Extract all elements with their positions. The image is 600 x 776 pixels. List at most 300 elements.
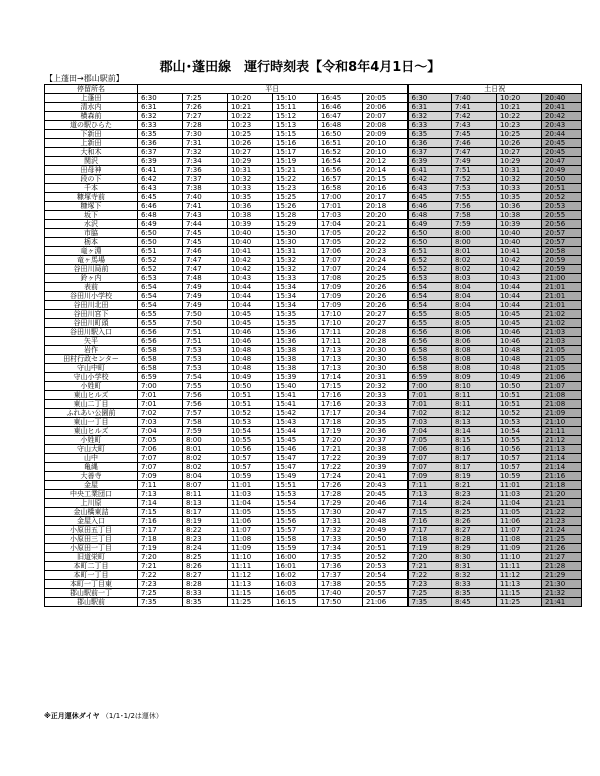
holiday-time: 21:01 (542, 292, 582, 301)
weekday-time: 8:17 (183, 508, 228, 517)
stop-name: 谷田川北田 (45, 301, 138, 310)
holiday-time: 6:36 (408, 139, 452, 148)
holiday-time: 20:53 (542, 202, 582, 211)
weekday-time: 10:36 (228, 202, 273, 211)
holiday-time: 8:33 (452, 580, 497, 589)
holiday-time: 8:13 (452, 418, 497, 427)
weekday-time: 7:54 (183, 373, 228, 382)
holiday-time: 10:23 (497, 121, 542, 130)
weekday-time: 7:46 (183, 247, 228, 256)
holiday-time: 7:46 (452, 139, 497, 148)
weekday-time: 10:35 (228, 193, 273, 202)
holiday-time: 10:54 (497, 427, 542, 436)
holiday-time: 10:45 (497, 310, 542, 319)
holiday-time: 8:11 (452, 400, 497, 409)
holiday-time: 10:44 (497, 301, 542, 310)
weekday-time: 8:01 (183, 445, 228, 454)
holiday-time: 6:31 (408, 103, 452, 112)
holiday-time: 6:53 (408, 274, 452, 283)
stop-name: 小原田一丁目 (45, 544, 138, 553)
table-row (45, 292, 582, 301)
holiday-time: 7:52 (452, 175, 497, 184)
holiday-time: 6:49 (408, 220, 452, 229)
weekday-time: 7:58 (183, 418, 228, 427)
holiday-time: 10:51 (497, 391, 542, 400)
weekday-time: 6:32 (138, 112, 183, 121)
weekday-time: 20:49 (363, 526, 408, 535)
weekday-time: 7:59 (183, 427, 228, 436)
holiday-time: 8:15 (452, 436, 497, 445)
weekday-time: 8:23 (183, 535, 228, 544)
weekday-time: 15:19 (273, 157, 318, 166)
holiday-time: 20:44 (542, 130, 582, 139)
holiday-time: 10:41 (497, 247, 542, 256)
weekday-time: 20:14 (363, 166, 408, 175)
holiday-time: 7:02 (408, 409, 452, 418)
weekday-time: 17:09 (318, 283, 363, 292)
weekday-time: 6:50 (138, 229, 183, 238)
weekday-time: 6:41 (138, 166, 183, 175)
holiday-time: 11:06 (497, 517, 542, 526)
weekday-time: 11:12 (228, 571, 273, 580)
weekday-time: 16:47 (318, 112, 363, 121)
holiday-time: 8:17 (452, 454, 497, 463)
weekday-time: 20:06 (363, 103, 408, 112)
stop-name: 糠塚下 (45, 202, 138, 211)
weekday-time: 16:00 (273, 553, 318, 562)
weekday-time: 17:10 (318, 310, 363, 319)
holiday-time: 20:50 (542, 175, 582, 184)
weekday-time: 15:44 (273, 427, 318, 436)
weekday-time: 7:04 (138, 427, 183, 436)
weekday-time: 6:36 (138, 139, 183, 148)
weekday-time: 6:52 (138, 256, 183, 265)
weekday-time: 10:51 (228, 391, 273, 400)
weekday-time: 15:41 (273, 400, 318, 409)
holiday-time: 7:00 (408, 382, 452, 391)
holiday-time: 11:10 (497, 553, 542, 562)
table-row (45, 463, 582, 472)
weekday-time: 17:13 (318, 364, 363, 373)
holiday-time: 7:21 (408, 562, 452, 571)
weekday-time: 11:09 (228, 544, 273, 553)
holiday-time: 8:19 (452, 472, 497, 481)
holiday-time: 7:40 (452, 94, 497, 103)
holiday-time: 20:52 (542, 193, 582, 202)
weekday-time: 7:27 (183, 112, 228, 121)
weekday-time: 20:33 (363, 400, 408, 409)
weekday-time: 10:43 (228, 274, 273, 283)
holiday-time: 8:29 (452, 544, 497, 553)
stop-name: 上蓬田 (45, 94, 138, 103)
stop-name: 山中 (45, 454, 138, 463)
weekday-time: 15:45 (273, 436, 318, 445)
weekday-time: 15:32 (273, 256, 318, 265)
weekday-time: 7:19 (138, 544, 183, 553)
weekday-time: 6:54 (138, 292, 183, 301)
weekday-time: 20:20 (363, 211, 408, 220)
weekday-time: 16:54 (318, 157, 363, 166)
weekday-time: 7:47 (183, 256, 228, 265)
stop-name: 上新田 (45, 139, 138, 148)
weekday-time: 7:25 (183, 94, 228, 103)
holiday-time: 7:59 (452, 220, 497, 229)
table-row (45, 166, 582, 175)
weekday-time: 17:07 (318, 256, 363, 265)
weekday-time: 8:27 (183, 571, 228, 580)
holiday-time: 7:47 (452, 148, 497, 157)
weekday-time: 11:03 (228, 490, 273, 499)
weekday-time: 6:56 (138, 328, 183, 337)
holiday-time: 7:13 (408, 490, 452, 499)
weekday-time: 10:26 (228, 139, 273, 148)
weekday-time: 20:38 (363, 445, 408, 454)
weekday-time: 6:31 (138, 103, 183, 112)
weekday-time: 20:35 (363, 418, 408, 427)
holiday-time: 10:44 (497, 292, 542, 301)
weekday-time: 7:36 (183, 166, 228, 175)
table-row (45, 202, 582, 211)
weekday-time: 17:33 (318, 535, 363, 544)
weekday-time: 20:54 (363, 571, 408, 580)
stop-name: 守山中町 (45, 364, 138, 373)
weekday-time: 20:15 (363, 175, 408, 184)
weekday-time: 7:37 (183, 175, 228, 184)
table-row (45, 526, 582, 535)
weekday-time: 6:30 (138, 94, 183, 103)
holiday-time: 20:45 (542, 139, 582, 148)
holiday-time: 7:06 (408, 445, 452, 454)
holiday-time: 21:13 (542, 445, 582, 454)
weekday-time: 11:25 (228, 598, 273, 607)
footnote-label: ※正月運休ダイヤ (44, 712, 100, 720)
table-row (45, 436, 582, 445)
holiday-time: 10:38 (497, 211, 542, 220)
weekday-time: 7:38 (183, 184, 228, 193)
weekday-time: 6:53 (138, 274, 183, 283)
table-row (45, 175, 582, 184)
weekday-time: 10:40 (228, 238, 273, 247)
weekday-time: 10:22 (228, 112, 273, 121)
holiday-time: 10:55 (497, 436, 542, 445)
weekday-time: 6:54 (138, 283, 183, 292)
weekday-time: 6:42 (138, 175, 183, 184)
weekday-time: 20:21 (363, 220, 408, 229)
holiday-time: 10:20 (497, 94, 542, 103)
table-row (45, 238, 582, 247)
holiday-time: 6:46 (408, 202, 452, 211)
stop-name: 本町一丁目東 (45, 580, 138, 589)
table-row (45, 184, 582, 193)
holiday-time: 20:55 (542, 211, 582, 220)
holiday-time: 21:25 (542, 535, 582, 544)
holiday-time: 21:06 (542, 373, 582, 382)
holiday-time: 10:40 (497, 229, 542, 238)
table-row (45, 508, 582, 517)
stop-column-header: 停留所名 (45, 85, 138, 94)
holiday-time: 6:52 (408, 265, 452, 274)
holiday-time: 8:14 (452, 427, 497, 436)
holiday-time: 10:35 (497, 193, 542, 202)
table-row (45, 427, 582, 436)
weekday-time: 11:08 (228, 535, 273, 544)
holiday-time: 10:21 (497, 103, 542, 112)
weekday-time: 6:58 (138, 346, 183, 355)
table-row (45, 112, 582, 121)
weekday-time: 8:28 (183, 580, 228, 589)
holiday-time: 8:06 (452, 328, 497, 337)
holiday-time: 6:54 (408, 301, 452, 310)
weekday-time: 20:33 (363, 391, 408, 400)
weekday-time: 20:26 (363, 301, 408, 310)
holiday-time: 8:30 (452, 553, 497, 562)
weekday-time: 20:09 (363, 130, 408, 139)
weekday-time: 8:33 (183, 589, 228, 598)
weekday-time: 16:46 (318, 103, 363, 112)
weekday-time: 15:55 (273, 508, 318, 517)
weekday-time: 6:56 (138, 337, 183, 346)
holiday-time: 20:57 (542, 238, 582, 247)
holiday-time: 8:24 (452, 499, 497, 508)
holiday-time: 21:05 (542, 364, 582, 373)
holiday-time: 10:46 (497, 328, 542, 337)
stop-name: 清水内 (45, 103, 138, 112)
weekday-time: 6:37 (138, 148, 183, 157)
holiday-time: 8:32 (452, 571, 497, 580)
weekday-time: 17:32 (318, 526, 363, 535)
weekday-time: 15:33 (273, 274, 318, 283)
holiday-time: 6:54 (408, 283, 452, 292)
weekday-time: 20:05 (363, 94, 408, 103)
weekday-time: 17:34 (318, 544, 363, 553)
weekday-time: 15:26 (273, 202, 318, 211)
holiday-time: 6:55 (408, 310, 452, 319)
weekday-time: 10:50 (228, 382, 273, 391)
holiday-time: 7:49 (452, 157, 497, 166)
holiday-time: 10:57 (497, 463, 542, 472)
holiday-time: 6:52 (408, 256, 452, 265)
table-row (45, 409, 582, 418)
table-row (45, 103, 582, 112)
holiday-time: 20:57 (542, 229, 582, 238)
holiday-time: 21:32 (542, 589, 582, 598)
weekday-time: 17:15 (318, 382, 363, 391)
weekday-time: 15:21 (273, 166, 318, 175)
holiday-time: 7:11 (408, 481, 452, 490)
holiday-time: 7:55 (452, 193, 497, 202)
holiday-time: 11:12 (497, 571, 542, 580)
table-row (45, 139, 582, 148)
weekday-time: 20:30 (363, 346, 408, 355)
holiday-time: 8:01 (452, 247, 497, 256)
weekday-time: 6:58 (138, 355, 183, 364)
holiday-time: 7:09 (408, 472, 452, 481)
holiday-time: 6:37 (408, 148, 452, 157)
weekday-time: 15:35 (273, 310, 318, 319)
weekday-time: 15:43 (273, 418, 318, 427)
holiday-time: 21:05 (542, 355, 582, 364)
footnote (44, 711, 163, 721)
weekday-time: 11:04 (228, 499, 273, 508)
stop-name: 谷田川駅入口 (45, 328, 138, 337)
weekday-time: 15:34 (273, 283, 318, 292)
stop-name: 金山橋東詰 (45, 508, 138, 517)
weekday-time: 10:31 (228, 166, 273, 175)
holiday-time: 11:05 (497, 508, 542, 517)
weekday-time: 6:48 (138, 211, 183, 220)
holiday-time: 10:48 (497, 364, 542, 373)
weekday-time: 17:35 (318, 553, 363, 562)
weekday-time: 7:53 (183, 364, 228, 373)
weekday-time: 17:07 (318, 265, 363, 274)
weekday-time: 10:23 (228, 121, 273, 130)
weekday-time: 16:45 (318, 94, 363, 103)
weekday-time: 10:48 (228, 355, 273, 364)
weekday-time: 7:47 (183, 265, 228, 274)
holiday-time: 7:58 (452, 211, 497, 220)
weekday-time: 7:15 (138, 508, 183, 517)
holiday-time: 8:16 (452, 445, 497, 454)
holiday-time: 21:30 (542, 580, 582, 589)
stop-name: 郡山駅前 (45, 598, 138, 607)
holiday-time: 7:07 (408, 454, 452, 463)
table-row (45, 382, 582, 391)
weekday-time: 10:46 (228, 337, 273, 346)
table-row (45, 157, 582, 166)
weekday-column-header: 平日 (138, 85, 408, 94)
weekday-time: 17:20 (318, 436, 363, 445)
holiday-time: 21:26 (542, 544, 582, 553)
holiday-time: 21:05 (542, 346, 582, 355)
weekday-time: 17:22 (318, 463, 363, 472)
stop-name: 守山小学校 (45, 373, 138, 382)
weekday-time: 15:38 (273, 364, 318, 373)
weekday-time: 15:31 (273, 247, 318, 256)
weekday-time: 15:17 (273, 148, 318, 157)
weekday-time: 16:02 (273, 571, 318, 580)
weekday-time: 20:53 (363, 562, 408, 571)
holiday-time: 10:59 (497, 472, 542, 481)
weekday-time: 16:56 (318, 166, 363, 175)
weekday-time: 10:51 (228, 400, 273, 409)
holiday-time: 21:20 (542, 490, 582, 499)
holiday-time: 8:45 (452, 598, 497, 607)
weekday-time: 8:25 (183, 553, 228, 562)
holiday-time: 10:44 (497, 283, 542, 292)
holiday-time: 21:07 (542, 382, 582, 391)
holiday-time: 8:27 (452, 526, 497, 535)
weekday-time: 7:00 (138, 382, 183, 391)
weekday-time: 20:07 (363, 112, 408, 121)
holiday-time: 6:51 (408, 247, 452, 256)
holiday-time: 6:42 (408, 175, 452, 184)
weekday-time: 11:15 (228, 589, 273, 598)
weekday-time: 17:05 (318, 229, 363, 238)
table-row (45, 535, 582, 544)
table-row (45, 310, 582, 319)
weekday-time: 10:38 (228, 211, 273, 220)
weekday-time: 10:45 (228, 319, 273, 328)
holiday-time: 21:03 (542, 328, 582, 337)
weekday-time: 10:29 (228, 157, 273, 166)
holiday-time: 11:08 (497, 535, 542, 544)
weekday-time: 7:56 (183, 400, 228, 409)
holiday-time: 11:09 (497, 544, 542, 553)
weekday-time: 17:09 (318, 292, 363, 301)
holiday-time: 7:43 (452, 121, 497, 130)
table-row (45, 346, 582, 355)
weekday-time: 17:26 (318, 481, 363, 490)
holiday-time: 10:25 (497, 130, 542, 139)
holiday-time: 8:06 (452, 337, 497, 346)
weekday-time: 7:17 (138, 526, 183, 535)
holiday-time: 21:16 (542, 472, 582, 481)
weekday-time: 6:59 (138, 373, 183, 382)
table-row (45, 517, 582, 526)
weekday-time: 20:26 (363, 292, 408, 301)
holiday-time: 10:49 (497, 373, 542, 382)
stop-name: 段の下 (45, 175, 138, 184)
weekday-time: 10:57 (228, 463, 273, 472)
weekday-time: 7:01 (138, 400, 183, 409)
weekday-time: 11:13 (228, 580, 273, 589)
weekday-time: 20:10 (363, 139, 408, 148)
table-row (45, 220, 582, 229)
holiday-time: 8:11 (452, 391, 497, 400)
weekday-time: 7:13 (138, 490, 183, 499)
holiday-time: 10:51 (497, 400, 542, 409)
holiday-time: 21:09 (542, 409, 582, 418)
holiday-time: 20:56 (542, 220, 582, 229)
weekday-time: 17:38 (318, 580, 363, 589)
weekday-time: 20:27 (363, 319, 408, 328)
holiday-column-header: 土日祝 (408, 85, 582, 94)
holiday-time: 7:51 (452, 166, 497, 175)
weekday-time: 20:52 (363, 553, 408, 562)
stop-name: 竜ヶ淵 (45, 247, 138, 256)
holiday-time: 6:32 (408, 112, 452, 121)
weekday-time: 17:09 (318, 301, 363, 310)
weekday-time: 15:38 (273, 346, 318, 355)
weekday-time: 20:45 (363, 490, 408, 499)
weekday-time: 15:12 (273, 112, 318, 121)
holiday-time: 21:23 (542, 517, 582, 526)
holiday-time: 10:48 (497, 346, 542, 355)
holiday-time: 11:25 (497, 598, 542, 607)
table-row (45, 193, 582, 202)
weekday-time: 10:54 (228, 427, 273, 436)
weekday-time: 10:46 (228, 328, 273, 337)
weekday-time: 20:25 (363, 274, 408, 283)
weekday-time: 7:21 (138, 562, 183, 571)
weekday-time: 15:10 (273, 94, 318, 103)
weekday-time: 15:36 (273, 337, 318, 346)
holiday-time: 7:42 (452, 112, 497, 121)
holiday-time: 21:24 (542, 526, 582, 535)
holiday-time: 8:23 (452, 490, 497, 499)
holiday-time: 21:21 (542, 499, 582, 508)
weekday-time: 17:17 (318, 409, 363, 418)
holiday-time: 6:58 (408, 364, 452, 373)
holiday-time: 6:43 (408, 184, 452, 193)
weekday-time: 6:51 (138, 247, 183, 256)
weekday-time: 15:30 (273, 229, 318, 238)
holiday-time: 10:32 (497, 175, 542, 184)
footnote-detail: （1/1･1/2は運休） (101, 712, 163, 720)
holiday-time: 6:58 (408, 355, 452, 364)
table-row (45, 499, 582, 508)
stop-name: 金屋 (45, 481, 138, 490)
